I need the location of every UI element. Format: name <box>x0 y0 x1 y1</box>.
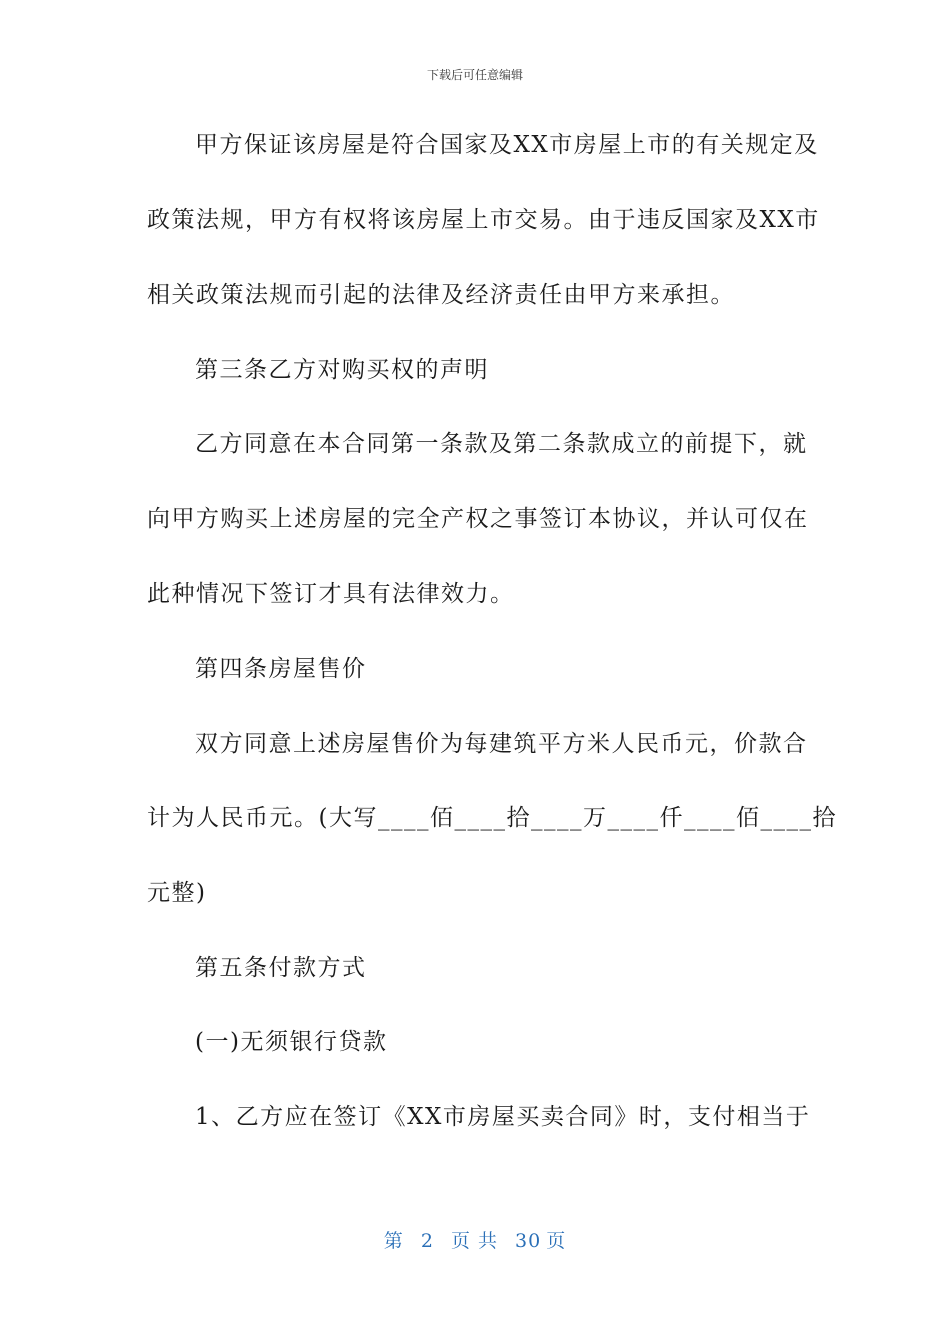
paragraph-line: 相关政策法规而引起的法律及经济责任由甲方来承担。 <box>147 282 735 308</box>
footer-suffix: 页 <box>546 1230 567 1252</box>
page-number-footer <box>0 1226 950 1253</box>
section-heading: 第四条房屋售价 <box>195 656 367 682</box>
subsection-heading: (一)无须银行贷款 <box>195 1029 388 1055</box>
paragraph-line: 乙方同意在本合同第一条款及第二条款成立的前提下，就 <box>195 431 808 457</box>
section-heading: 第三条乙方对购买权的声明 <box>195 357 489 383</box>
paragraph-line: 政策法规，甲方有权将该房屋上市交易。由于违反国家及XX市 <box>147 207 820 233</box>
section-heading: 第五条付款方式 <box>195 955 367 981</box>
header-note: 下载后可任意编辑 <box>426 68 523 82</box>
paragraph-line: 此种情况下签订才具有法律效力。 <box>147 581 515 607</box>
footer-prefix: 第 <box>383 1230 404 1252</box>
paragraph-line: 双方同意上述房屋售价为每建筑平方米人民币元，价款合 <box>195 731 808 757</box>
paragraph-line: 元整) <box>147 880 207 906</box>
paragraph-line: 甲方保证该房屋是符合国家及XX市房屋上市的有关规定及 <box>195 132 819 158</box>
paragraph-line: 计为人民币元。(大写____佰____拾____万____仟____佰____拾 <box>147 805 837 831</box>
footer-mid: 页 共 <box>450 1230 498 1252</box>
paragraph-line: 1、乙方应在签订《XX市房屋买卖合同》时，支付相当于 <box>195 1104 811 1130</box>
paragraph-line: 向甲方购买上述房屋的完全产权之事签订本协议，并认可仅在 <box>147 506 809 532</box>
current-page-number: 2 <box>420 1230 434 1252</box>
total-page-count: 30 <box>515 1230 542 1252</box>
